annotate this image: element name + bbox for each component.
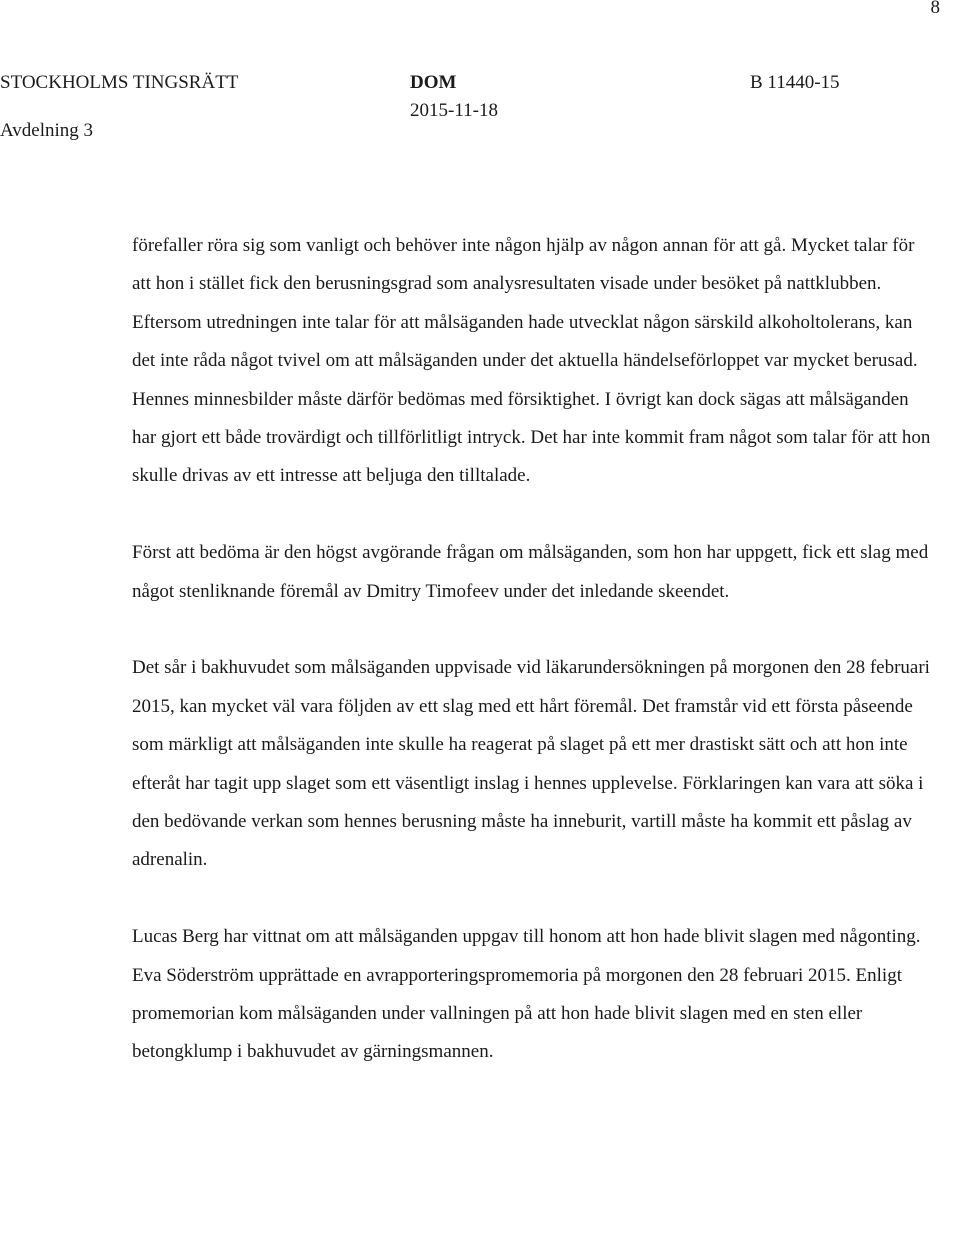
- document-date: 2015-11-18: [410, 100, 498, 121]
- paragraph: Först att bedöma är den högst avgörande frågan om målsäganden, som hon har uppgett, fick ett slag med något stenliknande föremål av Dmitry Timofeev under det inledande skeendet.: [132, 542, 929, 602]
- document-header: [0, 70, 960, 141]
- paragraph: Lucas Berg har vittnat om att målsäganden uppgav till honom att hon hade blivit slagen med någonting. Eva Söderström upprättade en avrapporteringspromemoria på morgonen den 28 februari 2015. Enligt promemorian kom målsäganden under vallningen på att hon hade blivit slagen med en sten eller betongklump i bakhuvudet av gärningsmannen.: [132, 926, 921, 1063]
- case-number: B 11440-15: [750, 72, 840, 93]
- document-type: DOM: [410, 72, 457, 93]
- page-number: 8: [930, 0, 940, 18]
- paragraph: Det sår i bakhuvudet som målsäganden uppvisade vid läkarundersökningen på morgonen den 28 februari 2015, kan mycket väl vara följden av ett slag med ett hårt föremål. Det framstår vid ett första påseende som märkligt att målsäganden inte skulle ha reagerat på slaget på ett mer drastiskt sätt och att hon inte efteråt har tagit upp slaget som ett väsentligt inslag i hennes upplevelse. Förklaringen kan vara att söka i den bedövande verkan som hennes berusning måste ha inneburit, vartill måste ha kommit ett påslag av adrenalin.: [132, 657, 930, 871]
- department: Avdelning 3: [0, 120, 94, 141]
- document-body: [132, 227, 932, 1072]
- court-name: STOCKHOLMS TINGSRÄTT: [0, 72, 239, 93]
- paragraph: förefaller röra sig som vanligt och behöver inte någon hjälp av någon annan för att gå. Mycket talar för att hon i stället fick den berusningsgrad som analysresultaten visade under besöket på nattklubben. Eftersom utredningen inte talar för att målsäganden hade utvecklat någon särskild alkoholtolerans, kan det inte råda något tvivel om att målsäganden under det aktuella händelseförloppet var mycket berusad. Hennes minnesbilder måste därför bedömas med försiktighet. I övrigt kan dock sägas att målsäganden har gjort ett både trovärdigt och tillförlitligt intryck. Det har inte kommit fram något som talar för att hon skulle drivas av ett intresse att beljuga den tilltalade.: [132, 235, 931, 487]
